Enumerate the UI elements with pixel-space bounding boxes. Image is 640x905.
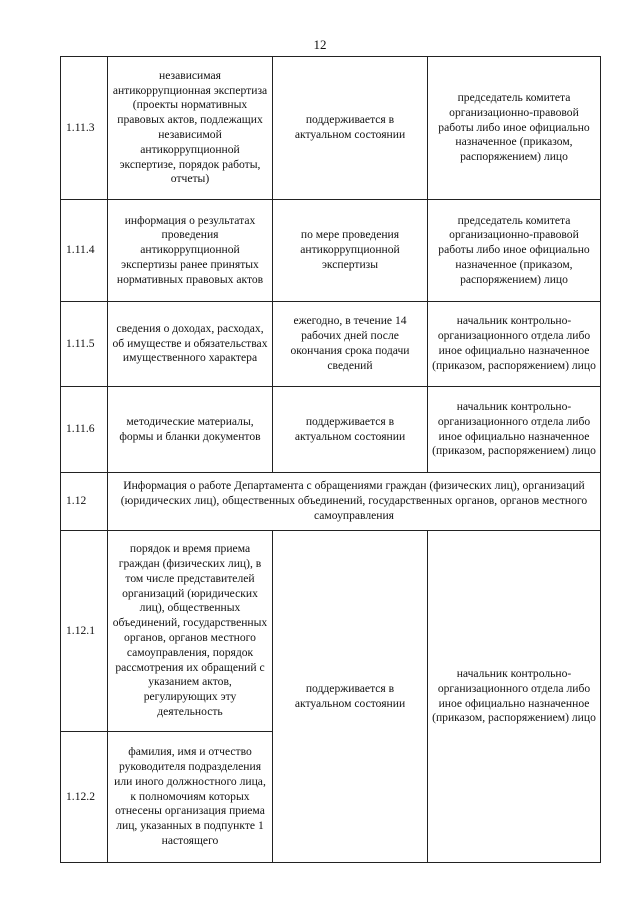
info-cell: методические материалы, формы и бланки документов	[108, 387, 273, 473]
section-title: Информация о работе Департамента с обращениями граждан (физических лиц), организаций (юридических лиц), общественных объединений, государственных органов, органов местного самоуправления	[108, 473, 601, 531]
responsible-cell: председатель комитета организационно-правовой работы либо иное официально назначенное (приказом, распоряжением) лицо	[428, 200, 601, 302]
table-row	[61, 200, 601, 302]
info-cell: сведения о доходах, расходах, об имуществе и обязательствах имущественного характера	[108, 302, 273, 387]
responsible-cell: начальник контрольно-организационного отдела либо иное официально назначенное (приказом, распоряжением) лицо	[428, 531, 601, 863]
responsible-cell: председатель комитета организационно-правовой работы либо иное официально назначенное (приказом, распоряжением) лицо	[428, 57, 601, 200]
row-number: 1.11.4	[61, 200, 108, 302]
period-cell: поддерживается в актуальном состоянии	[273, 387, 428, 473]
info-cell: независимая антикоррупционная экспертиза (проекты нормативных правовых актов, подлежащих независимой антикоррупционной экспертизе, порядок работы, отчеты)	[108, 57, 273, 200]
period-cell: поддерживается в актуальном состоянии	[273, 57, 428, 200]
page-number: 12	[313, 37, 327, 52]
info-table	[60, 56, 601, 863]
row-number: 1.12.2	[61, 732, 108, 863]
row-number: 1.12.1	[61, 531, 108, 732]
responsible-cell: начальник контрольно-организационного отдела либо иное официально назначенное (приказом, распоряжением) лицо	[428, 302, 601, 387]
info-cell: фамилия, имя и отчество руководителя подразделения или иного должностного лица, к полномочиям которых отнесены организация приема лиц, указанных в подпункте 1 настоящего	[108, 732, 273, 863]
period-cell: ежегодно, в течение 14 рабочих дней после окончания срока подачи сведений	[273, 302, 428, 387]
table-row	[61, 531, 601, 732]
row-number: 1.11.6	[61, 387, 108, 473]
table-row	[61, 57, 601, 200]
table-row	[61, 302, 601, 387]
section-number: 1.12	[61, 473, 108, 531]
row-number: 1.11.5	[61, 302, 108, 387]
row-number: 1.11.3	[61, 57, 108, 200]
section-row	[61, 473, 601, 531]
table-row	[61, 387, 601, 473]
period-cell: поддерживается в актуальном состоянии	[273, 531, 428, 863]
responsible-cell: начальник контрольно-организационного отдела либо иное официально назначенное (приказом, распоряжением) лицо	[428, 387, 601, 473]
period-cell: по мере проведения антикоррупционной экспертизы	[273, 200, 428, 302]
info-cell: порядок и время приема граждан (физических лиц), в том числе представителей организаций (юридических лиц), общественных объединений, государственных органов, органов местного самоуправления, порядок рассмотрения их обращений с указанием актов, регулирующих эту деятельность	[108, 531, 273, 732]
info-cell: информация о результатах проведения антикоррупционной экспертизы ранее принятых нормативных правовых актов	[108, 200, 273, 302]
